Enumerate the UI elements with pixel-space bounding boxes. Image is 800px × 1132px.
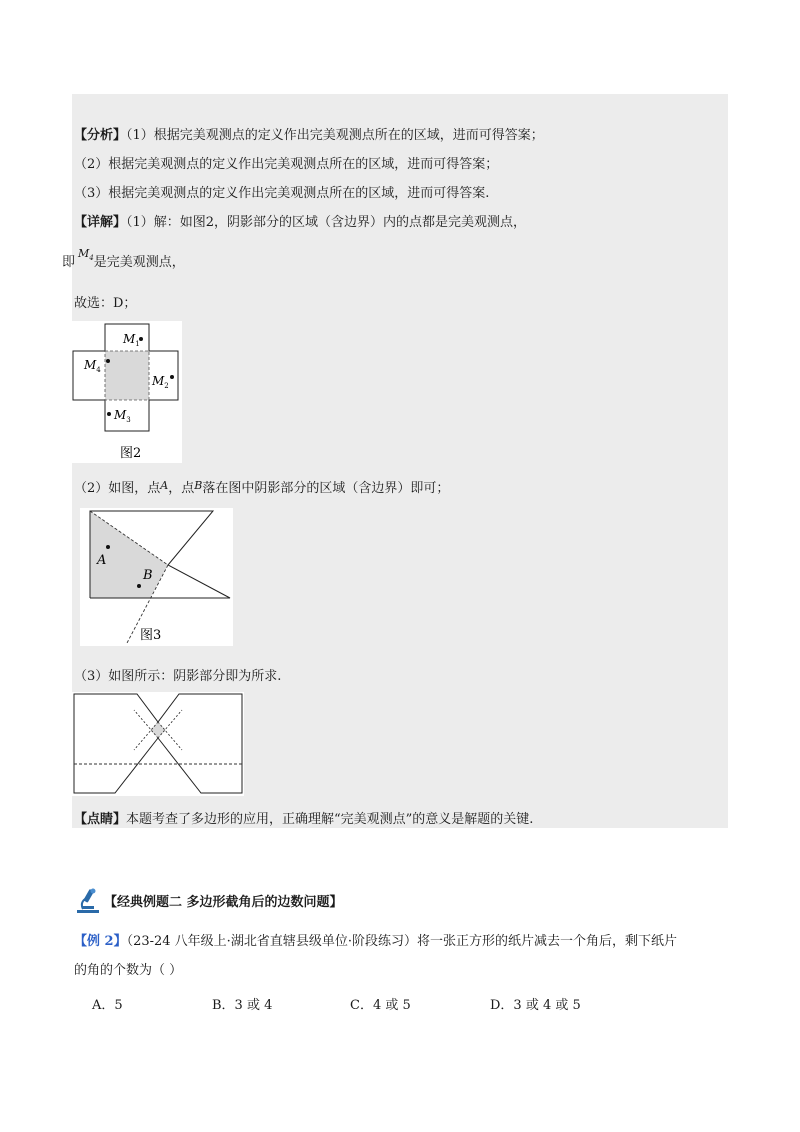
analysis-text-1: （1）根据完美观测点的定义作出完美观测点所在的区域，进而可得答案； — [126, 128, 544, 143]
fig-part3-dashed-diag-2 — [134, 722, 158, 750]
example-2-line-2: 的角的个数为（ ） — [74, 963, 183, 978]
detail-text-1: （1）解：如图2，阴影部分的区域（含边界）内的点都是完美观测点， — [126, 215, 527, 230]
figure-3 — [80, 508, 233, 646]
fig2-label-m4: $M_4$ — [84, 358, 101, 374]
fig-part3-bottom-outline — [74, 738, 242, 793]
m4-variable: M4 — [78, 247, 94, 263]
point-a-label: A — [160, 479, 169, 492]
detail-line-2 — [62, 247, 185, 275]
fig3-label-b: B — [143, 568, 153, 583]
example-2-tag: 【例 2】 — [74, 934, 127, 949]
fig-part3-dashed-diag-4 — [158, 710, 182, 738]
fig3-point-b — [137, 584, 141, 588]
fig2-label-m2: $M_2$ — [152, 374, 169, 390]
part3-line: （3）如图所示：阴影部分即为所求. — [74, 669, 282, 684]
section-heading — [74, 886, 343, 914]
fig2-caption: 图2 — [120, 446, 142, 461]
analysis-line-3: （3）根据完美观测点的定义作出完美观测点所在的区域，进而可得答案. — [74, 186, 490, 201]
option-b: B．3 或 4 — [212, 998, 273, 1013]
fig3-point-a — [106, 545, 110, 549]
section-title: 【经典例题二 多边形截角后的边数问题】 — [104, 894, 343, 910]
fig-part3-dashed-diag-1 — [158, 722, 182, 750]
detail-choice: 故选：D； — [74, 296, 137, 311]
figure-2 — [72, 321, 182, 463]
comment-tag: 【点睛】 — [74, 812, 127, 827]
fig2-point-m3 — [107, 412, 111, 416]
option-d: D．3 或 4 或 5 — [490, 998, 581, 1013]
fig2-point-m2 — [170, 375, 174, 379]
fig-part3-shaded-region — [150, 722, 166, 738]
comment-text: 本题考查了多边形的应用，正确理解“完美观测点”的意义是解题的关键. — [126, 812, 534, 827]
comment-line — [74, 812, 533, 828]
detail-tag: 【详解】 — [74, 215, 127, 230]
detail-suffix: 是完美观测点， — [93, 255, 185, 270]
point-b-label: B — [194, 479, 203, 492]
analysis-line-2: （2）根据完美观测点的定义作出完美观测点所在的区域，进而可得答案； — [74, 157, 499, 172]
example-2-text-1: （23-24 八年级上·湖北省直辖县级单位·阶段练习）将一张正方形的纸片减去一个角后，剩下纸片 — [126, 934, 677, 949]
fig3-label-a: A — [97, 553, 107, 568]
analysis-tag: 【分析】 — [74, 128, 127, 143]
fig2-label-m3: $M_3$ — [114, 408, 131, 424]
fig2-shaded-region — [105, 351, 149, 400]
analysis-line-1 — [74, 128, 544, 144]
detail-line-1 — [74, 215, 526, 231]
part2-line: （2）如图，点$^A$，点$^B$落在图中阴影部分的区域（含边界）即可； — [74, 479, 450, 496]
example-2-line-1 — [74, 934, 677, 950]
detail-prefix: 即 — [62, 255, 76, 270]
fig2-point-m4 — [106, 359, 110, 363]
option-c: C．4 或 5 — [350, 998, 411, 1013]
fig2-label-m1: $M_1$ — [123, 332, 140, 348]
microscope-icon — [74, 886, 102, 914]
option-a: A．5 — [92, 998, 123, 1013]
figure-part3 — [72, 692, 244, 796]
fig3-caption: 图3 — [140, 628, 162, 643]
fig-part3-dashed-diag-3 — [134, 710, 158, 738]
